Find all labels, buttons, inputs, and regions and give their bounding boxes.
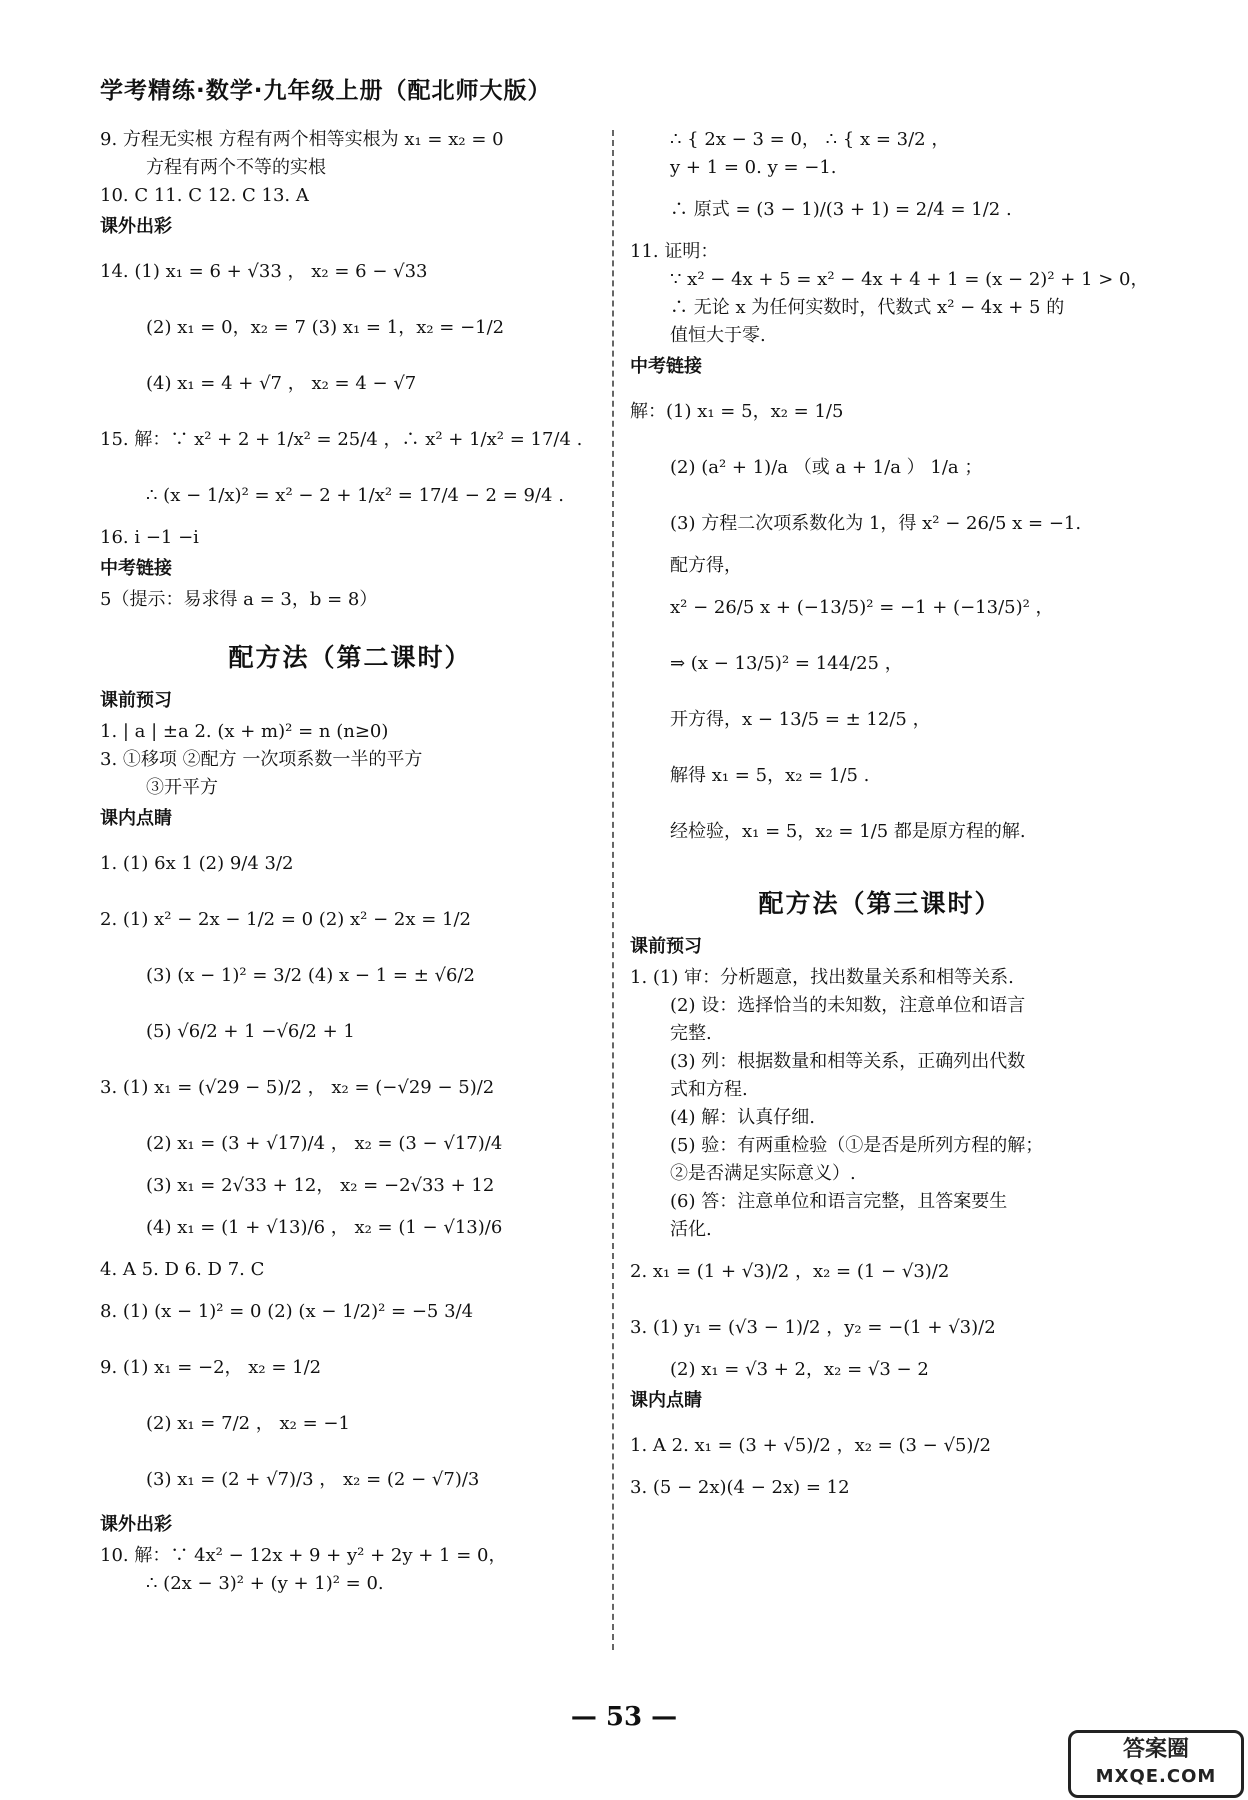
answer-line: (3) 列：根据数量和相等关系，正确列出代数 — [670, 1051, 1026, 1072]
answer-line: 8. (1) (x − 1)² = 0 (2) (x − 1/2)² = −5 3/4 — [100, 1301, 474, 1322]
answer-line: 解得 x₁ = 5，x₂ = 1/5 . — [670, 765, 870, 786]
answer-line: ∴ 无论 x 为任何实数时，代数式 x² − 4x + 5 的 — [670, 297, 1065, 318]
answer-line: (3) x₁ = (2 + √7)/3 ， x₂ = (2 − √7)/3 — [146, 1469, 480, 1490]
answer-line: 15. 解：∵ x² + 2 + 1/x² = 25/4 ，∴ x² + 1/x² = 17/4 . — [100, 429, 583, 450]
answer-line: 活化. — [670, 1219, 712, 1240]
answer-line: (2) 设：选择恰当的未知数，注意单位和语言 — [670, 995, 1026, 1016]
answer-line: (2) (a² + 1)/a （或 a + 1/a ） 1/a ； — [670, 457, 983, 478]
answer-line: (5) √6/2 + 1 −√6/2 + 1 — [146, 1021, 355, 1042]
answer-line: (2) x₁ = 0，x₂ = 7 (3) x₁ = 1，x₂ = −1/2 — [146, 317, 505, 338]
answer-line: (2) x₁ = √3 + 2，x₂ = √3 − 2 — [670, 1359, 929, 1380]
answer-line: 3. (1) y₁ = (√3 − 1)/2 ，y₂ = −(1 + √3)/2 — [630, 1317, 996, 1338]
answer-line: 1. | a | ±a 2. (x + m)² = n (n≥0) — [100, 721, 389, 742]
answer-line: 1. (1) 6x 1 (2) 9/4 3/2 — [100, 853, 294, 874]
answer-line: ∴ (2x − 3)² + (y + 1)² = 0. — [146, 1573, 384, 1594]
subsection-heading: 课外出彩 — [100, 216, 172, 237]
answer-line: 9. (1) x₁ = −2， x₂ = 1/2 — [100, 1357, 322, 1378]
answer-line: 解：(1) x₁ = 5，x₂ = 1/5 — [630, 401, 844, 422]
subsection-heading: 课外出彩 — [100, 1514, 172, 1535]
answer-line: 14. (1) x₁ = 6 + √33 ， x₂ = 6 − √33 — [100, 261, 428, 282]
answer-line: ②是否满足实际意义）. — [670, 1163, 856, 1184]
answer-line: 式和方程. — [670, 1079, 748, 1100]
answer-line: y + 1 = 0. y = −1. — [670, 157, 837, 178]
watermark-url: MXQE.COM — [1095, 1766, 1217, 1787]
answer-line: 3. (5 − 2x)(4 − 2x) = 12 — [630, 1477, 850, 1498]
answer-line: 经检验，x₁ = 5，x₂ = 1/5 都是原方程的解. — [670, 821, 1026, 842]
answer-line: 方程有两个不等的实根 — [146, 157, 326, 178]
answer-line: 3. (1) x₁ = (√29 − 5)/2 ， x₂ = (−√29 − 5)/2 — [100, 1077, 495, 1098]
subsection-heading: 课内点睛 — [630, 1390, 702, 1411]
section-title: 配方法（第三课时） — [758, 889, 1002, 918]
answer-line: (3) x₁ = 2√33 + 12， x₂ = −2√33 + 12 — [146, 1175, 495, 1196]
answer-line: (2) x₁ = (3 + √17)/4 ， x₂ = (3 − √17)/4 — [146, 1133, 503, 1154]
right-column — [630, 126, 1149, 1502]
page-header: 学考精练·数学·九年级上册（配北师大版） — [100, 78, 552, 104]
subsection-heading: 中考链接 — [630, 356, 702, 377]
answer-line: ⇒ (x − 13/5)² = 144/25 ， — [670, 653, 903, 674]
answer-line: ∵ x² − 4x + 5 = x² − 4x + 4 + 1 = (x − 2)² + 1 > 0， — [670, 269, 1149, 290]
answer-line: (2) x₁ = 7/2 ， x₂ = −1 — [146, 1413, 350, 1434]
answer-line: ∴ { 2x − 3 = 0， ∴ { x = 3/2 ， — [670, 129, 950, 150]
answer-line: (5) 验：有两重检验（①是否是所列方程的解； — [670, 1135, 1044, 1156]
section-title: 配方法（第二课时） — [228, 643, 472, 672]
answer-line: 10. C 11. C 12. C 13. A — [100, 185, 309, 206]
subsection-heading: 中考链接 — [100, 558, 172, 579]
answer-line: ③开平方 — [146, 777, 218, 798]
answer-line: 2. x₁ = (1 + √3)/2 ，x₂ = (1 − √3)/2 — [630, 1261, 950, 1282]
subsection-heading: 课前预习 — [630, 936, 702, 957]
column-divider — [612, 130, 614, 1650]
answer-line: 1. A 2. x₁ = (3 + √5)/2 ，x₂ = (3 − √5)/2 — [630, 1435, 991, 1456]
answer-line: 1. (1) 审：分析题意，找出数量关系和相等关系. — [630, 967, 1014, 988]
left-column — [100, 126, 600, 1598]
subsection-heading: 课前预习 — [100, 690, 172, 711]
answer-line: (4) x₁ = (1 + √13)/6 ， x₂ = (1 − √13)/6 — [146, 1217, 503, 1238]
answer-line: (3) 方程二次项系数化为 1，得 x² − 26/5 x = −1. — [670, 513, 1082, 534]
answer-line: ∴ (x − 1/x)² = x² − 2 + 1/x² = 17/4 − 2 = 9/4 . — [146, 485, 564, 506]
answer-line: 开方得，x − 13/5 = ± 12/5 ， — [670, 709, 931, 730]
answer-line: 4. A 5. D 6. D 7. C — [100, 1259, 265, 1280]
answer-line: 10. 解：∵ 4x² − 12x + 9 + y² + 2y + 1 = 0， — [100, 1545, 507, 1566]
answer-line: (4) x₁ = 4 + √7 ， x₂ = 4 − √7 — [146, 373, 417, 394]
answer-line: 5（提示：易求得 a = 3，b = 8） — [100, 589, 378, 610]
answer-line: (6) 答：注意单位和语言完整，且答案要生 — [670, 1191, 1008, 1212]
answer-line: 16. i −1 −i — [100, 527, 199, 548]
answer-line: 11. 证明： — [630, 241, 719, 262]
answer-line: x² − 26/5 x + (−13/5)² = −1 + (−13/5)² ， — [670, 597, 1054, 618]
subsection-heading: 课内点睛 — [100, 808, 172, 829]
answer-line: 配方得， — [670, 555, 742, 576]
answer-line: 值恒大于零. — [670, 325, 766, 346]
watermark-logo — [1068, 1730, 1244, 1798]
answer-line: ∴ 原式 = (3 − 1)/(3 + 1) = 2/4 = 1/2 . — [670, 199, 1012, 220]
page-number: — 53 — — [570, 1702, 678, 1732]
answer-line: 9. 方程无实根 方程有两个相等实根为 x₁ = x₂ = 0 — [100, 129, 504, 150]
answer-line: 3. ①移项 ②配方 一次项系数一半的平方 — [100, 749, 423, 770]
answer-line: 2. (1) x² − 2x − 1/2 = 0 (2) x² − 2x = 1/2 — [100, 909, 472, 930]
watermark-text: 答案圈 — [1122, 1737, 1189, 1762]
answer-line: (3) (x − 1)² = 3/2 (4) x − 1 = ± √6/2 — [146, 965, 475, 986]
answer-line: (4) 解：认真仔细. — [670, 1107, 815, 1128]
answer-line: 完整. — [670, 1023, 712, 1044]
